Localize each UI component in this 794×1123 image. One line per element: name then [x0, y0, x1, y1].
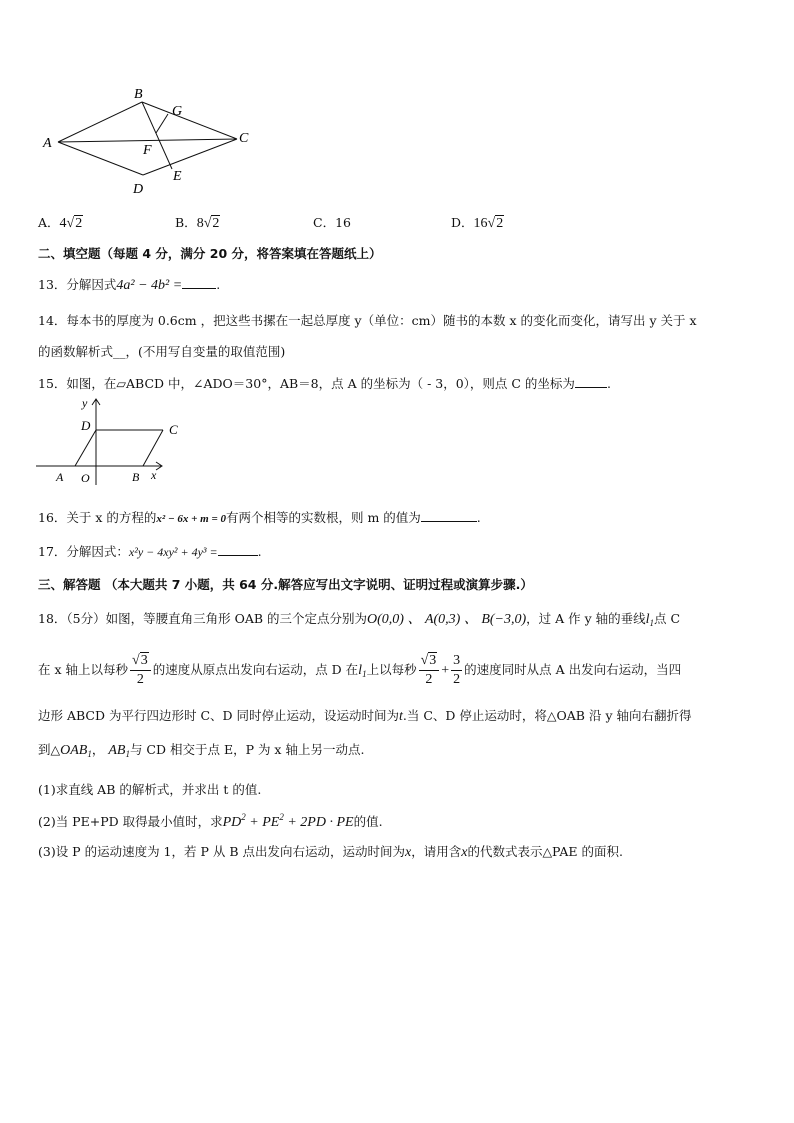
label-O: O: [81, 471, 90, 485]
question-18-line1: 18．（5分）如图，等腰直角三角形 OAB 的三个定点分别为O(0,0) 、 A(0,3) 、 B(−3,0)，过 A 作 y 轴的垂线$l_1$点 C: [38, 611, 681, 628]
option-b: B．8√2: [175, 215, 220, 231]
section-3-heading: 三、解答题 （本大题共 7 小题，共 64 分.解答应写出文字说明、证明过程或演算步骤.）: [38, 577, 533, 592]
option-a: A．4√2: [38, 215, 83, 231]
label-y: y: [82, 396, 88, 410]
label-G: G: [172, 104, 183, 119]
question-18-line4: 到$\triangle OAB_1$， $AB_1$与 CD 相交于点 E，P 为 x 轴上另一动点.: [38, 742, 365, 759]
label-A2: A: [56, 470, 64, 484]
question-15: 15．如图，在▱ABCD 中，∠ADO＝30°，AB＝8，点 A 的坐标为（ - 3，0），则点 C 的坐标为 .: [38, 376, 611, 391]
parallelogram-figure: [36, 395, 206, 490]
question-18-part2: (2)当 PE+PD 取得最小值时，求$PD^2 + PE^2 + 2PD$ · PE的值.: [38, 812, 383, 830]
label-x: x: [151, 468, 157, 482]
label-B2: B: [132, 470, 140, 484]
question-16: 16．关于 x 的方程的x² − 6x + m = 0有两个相等的实数根，则 m 的值为 .: [38, 510, 481, 525]
label-A: A: [43, 136, 52, 151]
section-2-heading: 二、填空题（每题 4 分，满分 20 分，将答案填在答题纸上）: [38, 246, 382, 261]
label-D: D: [133, 182, 144, 197]
label-E: E: [173, 169, 182, 184]
label-D2: D: [81, 418, 91, 433]
label-B: B: [134, 87, 143, 102]
option-c: C．16: [313, 215, 351, 230]
question-14-line2: 的函数解析式__，(不用写自变量的取值范围): [38, 344, 286, 359]
label-F: F: [143, 143, 152, 158]
label-C2: C: [169, 422, 178, 437]
label-C: C: [239, 131, 249, 146]
question-18-line2: 在 x 轴上以每秒 $\frac{√3}{2}$ 的速度从原点出发向右运动，点 D 在$l_1$上以每秒 $\frac{√3}{2}$ + $\frac{3}{2}$ 的速度同时从点 A 出发向右运动，当四: [38, 653, 682, 687]
question-17: 17．分解因式：x²y − 4xy² + 4y³ = .: [38, 544, 262, 559]
question-14-line1: 14．每本书的厚度为 0.6cm ，把这些书摞在一起总厚度 y（单位：cm）随书的本数 x 的变化而变化，请写出 y 关于 x: [38, 313, 697, 328]
question-18-part3: (3)设 P 的运动速度为 1，若 P 从 B 点出发向右运动，运动时间为x，请用含x的代数式表示△PAE 的面积.: [38, 844, 623, 860]
rhombus-figure: [40, 85, 270, 200]
option-d: D．16√2: [451, 215, 504, 231]
question-18-part1: (1)求直线 AB 的解析式，并求出 t 的值.: [38, 782, 262, 797]
question-13: 13．分解因式4a² − 4b² = .: [38, 277, 221, 293]
question-18-line3: 边形 ABCD 为平行四边形时 C、D 同时停止运动，设运动时间为t.当 C、D 停止运动时，将△OAB 沿 y 轴向右翻折得: [38, 708, 692, 724]
